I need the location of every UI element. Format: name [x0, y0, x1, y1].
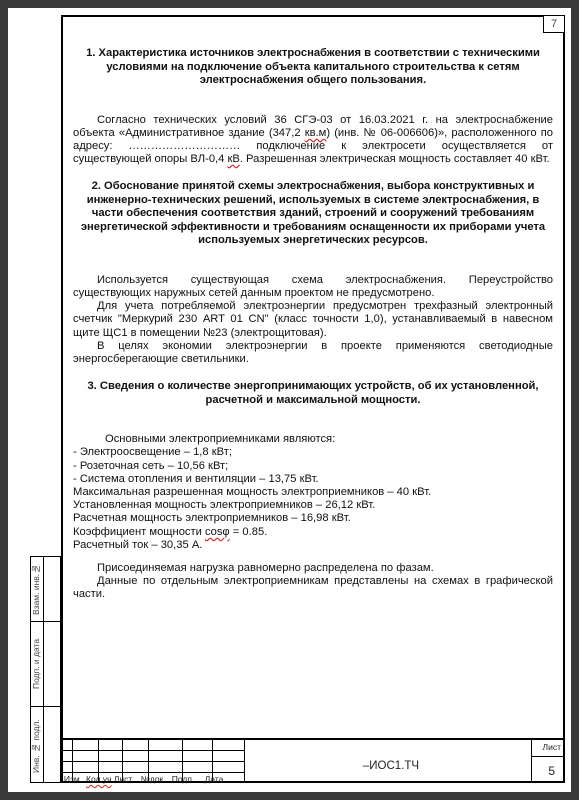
spell-flag-kvm: кв.м [304, 126, 327, 139]
section3-heading: 3. Сведения о количестве энергопринимающих устройств, об их установленной, расчетной и максимальной мощности. [87, 380, 539, 406]
col-kol: Кол.уч [86, 774, 112, 784]
section1-paragraph: Согласно технических условий 36 СГЭ-03 от 16.03.2021 г. на электроснабжение объекта «Административное здание (347,2 кв.м) (инв. № 06-006606)», расположенного по адресу: ………………………… подключение к электросети осуществляется от существующей опоры ВЛ-0,4 кВ. Разрешенная электрическая мощность составляет 40 кВт. [73, 113, 553, 166]
col-izm: Изм. [63, 774, 83, 784]
max-power: Максимальная разрешенная мощность электроприемников – 40 кВт. [73, 486, 432, 499]
section2-paragraph-3: В целях экономии электроэнергии в проекте применяются светодиодные энергосберегающие светильники. [73, 339, 553, 366]
receiver-item: - Электроосвещение – 1,8 кВт; [73, 446, 232, 459]
calculated-power: Расчетная мощность электроприемников – 16,98 кВт. [73, 512, 351, 525]
drawing-frame [61, 15, 565, 783]
section2-paragraph-1: Используется существующая схема электроснабжения. Переустройство существующих наружных сетей данным проектом не предусмотрено. [73, 273, 553, 300]
section1-heading: 1. Характеристика источников электроснабжения в соответствии с техническими условиями на подключение объекта капитального строительства к сетям электроснабжения общего пользования. [86, 47, 540, 86]
col-podp: Подп. [171, 774, 195, 784]
installed-power: Установленная мощность электроприемников – 26,12 кВт. [73, 499, 376, 512]
load-distribution: Присоединяемая нагрузка равномерно распределена по фазам. [97, 562, 434, 575]
spell-flag-kv: кВ [227, 153, 240, 166]
document-content [73, 47, 553, 602]
col-list: Лист [113, 774, 133, 784]
section2-heading: 2. Обоснование принятой схемы электроснабжения, выбора конструктивных и инженерно-технических решений, используемых в системе электроснабжения, в части обеспечения соответствия зданий, строений и сооружений требованиям энергетической эффективности и требованиям оснащенности их приборами учета используемых энергетических ресурсов. [80, 180, 546, 247]
col-date: Дата [204, 774, 224, 784]
receiver-item: - Розеточная сеть – 10,56 кВт; [73, 459, 229, 472]
spell-flag-cos: cosφ [205, 525, 230, 538]
stamp-inv-orig: Инв. № подл. [31, 719, 41, 773]
sheet-number: 5 [548, 764, 555, 778]
calculated-current: Расчетный ток – 30,35 А. [73, 538, 203, 551]
title-block [61, 738, 565, 783]
col-doc: №док [140, 774, 164, 784]
margin-stamp [30, 556, 60, 783]
document-page [8, 8, 571, 792]
corner-page-number: 7 [543, 15, 565, 33]
sheet-label: Лист [542, 742, 561, 752]
section2-paragraph-2: Для учета потребляемой электроэнергии предусмотрен трехфазный электронный счетчик "Меркурий 230 ART 01 CN" (класс точности 1,0), устанавливаемый в навесном щите ЩС1 в помещении №23 (электрощитовая). [73, 300, 553, 339]
data-note: Данные по отдельным электроприемникам представлены на схемах в графической части. [73, 575, 553, 601]
receiver-item: - Система отопления и вентиляции – 13,75 кВт. [73, 472, 319, 485]
document-code: –ИОС1.ТЧ [362, 760, 420, 772]
power-factor: Коэффициент мощности cosφ = 0.85. [73, 525, 268, 538]
stamp-sign-date: Подп. и дата [31, 638, 41, 690]
receivers-intro: Основными электроприемниками являются: [105, 433, 336, 446]
stamp-replace-inv: Взам. инв.№ [31, 563, 41, 615]
